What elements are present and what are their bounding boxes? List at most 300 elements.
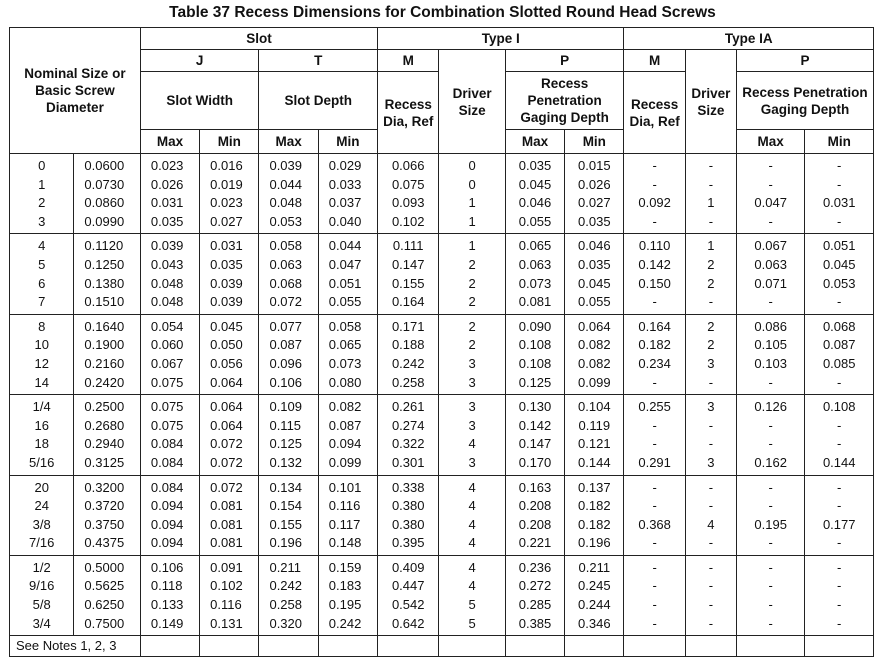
table-cell: 0.077 xyxy=(269,318,303,334)
table-cell: - xyxy=(768,559,773,575)
table-cell: 0.116 xyxy=(210,597,242,613)
slot-width-max-values xyxy=(140,154,199,234)
table-cell: 0.155 xyxy=(391,275,425,291)
table-cell: 4 xyxy=(468,578,476,594)
table-cell: 0.023 xyxy=(210,195,243,211)
table-cell: 0.082 xyxy=(578,337,611,353)
table-cell: 8 xyxy=(38,318,46,334)
table-cell: 0.048 xyxy=(150,294,184,310)
notes-reference: See Notes 1, 2, 3 xyxy=(10,636,141,657)
table-cell: 0.320 xyxy=(269,615,303,631)
table-cell: 0.068 xyxy=(822,318,856,334)
table-cell: 0.082 xyxy=(328,399,362,415)
table-cell: - xyxy=(708,158,714,173)
empty-cell xyxy=(685,636,736,657)
table-cell: 0.242 xyxy=(328,615,362,631)
table-cell: 0.071 xyxy=(754,275,787,291)
recess-dia-header-type-ia: Recess Dia, Ref xyxy=(624,72,685,154)
table-cell: 0.064 xyxy=(578,318,611,334)
table-cell: 2 xyxy=(707,337,715,353)
table-cell: 0.2940 xyxy=(84,436,125,452)
table-cell: 0.047 xyxy=(328,256,362,272)
slot-depth-max-values xyxy=(259,475,318,555)
table-cell: 0.385 xyxy=(518,615,552,631)
table-cell: 0.144 xyxy=(578,454,611,470)
table-cell: - xyxy=(837,294,842,310)
table-cell: 0.066 xyxy=(391,158,425,173)
table-cell: 5 xyxy=(468,597,476,613)
table-cell: 0.147 xyxy=(391,256,425,272)
recess-dia-values-type-ia xyxy=(624,154,685,234)
table-cell: - xyxy=(652,479,657,495)
table-row-group xyxy=(10,555,874,635)
table-cell: 0.380 xyxy=(391,516,425,532)
table-cell: 0.338 xyxy=(391,479,425,495)
basic-diameter-values xyxy=(74,555,140,635)
recess-penetration-header-type-i: Recess Penetration Gaging Depth xyxy=(505,72,624,130)
table-cell: 0.106 xyxy=(150,559,184,575)
table-cell: 0.085 xyxy=(822,355,856,371)
table-cell: 0.026 xyxy=(578,176,611,192)
slot-width-min-values xyxy=(200,475,259,555)
penetration-max-values-type-i xyxy=(505,314,564,394)
slot-depth-min-values xyxy=(318,234,377,314)
type-i-header: Type I xyxy=(378,28,624,50)
basic-diameter-values xyxy=(74,154,140,234)
table-cell: 0.026 xyxy=(150,176,184,192)
driver-size-values-type-ia xyxy=(685,475,736,555)
table-cell: - xyxy=(708,597,714,613)
table-cell: - xyxy=(837,479,842,495)
table-cell: 4 xyxy=(468,535,476,551)
table-cell: 0.258 xyxy=(269,597,303,613)
slot-width-header: Slot Width xyxy=(140,72,259,130)
table-cell: 0.149 xyxy=(150,615,184,631)
table-cell: 0.195 xyxy=(754,516,787,532)
table-cell: 0.103 xyxy=(754,355,787,371)
table-cell: 0.155 xyxy=(269,516,303,532)
slot-width-min-values xyxy=(200,395,259,475)
penetration-min-values-type-ia xyxy=(805,154,874,234)
table-cell: 0.065 xyxy=(518,238,552,254)
table-cell: 0.048 xyxy=(150,275,184,291)
table-cell: 0.3750 xyxy=(84,516,125,532)
table-cell: 2 xyxy=(468,318,476,334)
table-cell: 0.039 xyxy=(150,238,184,254)
recess-dia-header-type-i: Recess Dia, Ref xyxy=(378,72,439,154)
table-cell: 0.035 xyxy=(578,256,611,272)
table-cell: 0.1380 xyxy=(84,275,125,291)
table-cell: 0.447 xyxy=(391,578,425,594)
size-values xyxy=(10,555,74,635)
table-cell: 0.087 xyxy=(328,417,362,433)
table-cell: - xyxy=(652,436,657,452)
table-cell: 0.159 xyxy=(328,559,362,575)
table-cell: 0.053 xyxy=(269,213,303,229)
slot-width-max-values xyxy=(140,475,199,555)
table-cell: 0.044 xyxy=(269,176,303,192)
table-cell: 0.081 xyxy=(210,498,243,514)
table-cell: 4 xyxy=(468,498,476,514)
table-cell: 0.023 xyxy=(150,158,184,173)
penetration-min-values-type-ia xyxy=(805,475,874,555)
table-cell: 0.072 xyxy=(210,436,243,452)
table-cell: 0.208 xyxy=(518,516,552,532)
table-cell: - xyxy=(708,578,714,594)
table-cell: 0.035 xyxy=(210,256,243,272)
table-cell: 4 xyxy=(468,436,476,452)
table-cell: 0.067 xyxy=(150,355,184,371)
table-cell: 0.084 xyxy=(150,436,184,452)
table-cell: 0.027 xyxy=(578,195,611,211)
table-cell: 0.195 xyxy=(328,597,362,613)
penetration-max-values-type-ia xyxy=(736,395,805,475)
table-cell: 0.060 xyxy=(150,337,184,353)
table-cell: 0.5000 xyxy=(84,559,125,575)
table-cell: 0.102 xyxy=(210,578,243,594)
table-cell: 0.063 xyxy=(518,256,552,272)
table-cell: 0.188 xyxy=(391,337,425,353)
table-cell: 0.043 xyxy=(150,256,184,272)
table-cell: 12 xyxy=(34,355,49,371)
table-cell: 0.2500 xyxy=(84,399,125,415)
table-cell: 0.108 xyxy=(518,355,552,371)
table-cell: 0.116 xyxy=(328,498,361,514)
table-cell: - xyxy=(708,294,714,310)
table-cell: 0.131 xyxy=(210,615,243,631)
table-cell: 4 xyxy=(468,516,476,532)
penetration-min-values-type-i xyxy=(565,314,624,394)
table-cell: 3 xyxy=(707,399,715,415)
table-cell: 2 xyxy=(707,318,715,334)
penetration-max-values-type-ia xyxy=(736,234,805,314)
table-cell: 0.119 xyxy=(578,417,611,433)
table-cell: 0.037 xyxy=(328,195,362,211)
slot-width-max-header: Max xyxy=(140,130,199,154)
table-cell: 0.395 xyxy=(391,535,425,551)
table-cell: 0.035 xyxy=(150,213,184,229)
table-cell: 3 xyxy=(468,454,476,470)
table-cell: 1/4 xyxy=(32,399,51,415)
table-cell: 0.3125 xyxy=(84,454,125,470)
slot-width-max-values xyxy=(140,314,199,394)
table-cell: 0.058 xyxy=(328,318,362,334)
table-cell: 0.1510 xyxy=(84,294,125,310)
table-cell: 5/16 xyxy=(29,454,55,470)
table-cell: 4 xyxy=(707,516,715,532)
driver-size-values-type-i xyxy=(439,555,505,635)
penetration-min-values-type-ia xyxy=(805,234,874,314)
table-cell: 0.029 xyxy=(328,158,362,173)
slot-depth-min-values xyxy=(318,475,377,555)
table-cell: 0.019 xyxy=(210,176,243,192)
table-cell: 0.051 xyxy=(328,275,362,291)
table-cell: - xyxy=(652,417,657,433)
table-cell: 5 xyxy=(468,615,476,631)
table-cell: - xyxy=(708,417,714,433)
table-cell: 0.346 xyxy=(578,615,611,631)
table-cell: 0.075 xyxy=(150,399,184,415)
table-cell: 0.044 xyxy=(328,238,362,254)
table-cell: - xyxy=(708,374,714,390)
driver-size-values-type-i xyxy=(439,475,505,555)
recess-dimensions-table xyxy=(9,27,874,657)
table-cell: 0 xyxy=(468,176,476,192)
table-cell: 0.170 xyxy=(518,454,552,470)
table-cell: 0.126 xyxy=(754,399,787,415)
empty-cell xyxy=(140,636,199,657)
table-cell: 1/2 xyxy=(32,559,51,575)
slot-width-min-header: Min xyxy=(200,130,259,154)
table-cell: 0.099 xyxy=(328,454,362,470)
table-cell: 0.130 xyxy=(518,399,552,415)
table-cell: 0.368 xyxy=(638,516,671,532)
table-cell: 5 xyxy=(38,256,46,272)
table-cell: 3 xyxy=(707,454,715,470)
m-header-type-ia: M xyxy=(624,50,685,72)
table-cell: - xyxy=(708,479,714,495)
table-cell: - xyxy=(708,559,714,575)
penetration-max-values-type-i xyxy=(505,555,564,635)
table-cell: 3 xyxy=(38,213,46,229)
table-cell: 0.642 xyxy=(391,615,425,631)
table-cell: 0.125 xyxy=(518,374,552,390)
table-cell: 0.039 xyxy=(210,275,243,291)
size-values xyxy=(10,475,74,555)
recess-dia-values-type-ia xyxy=(624,234,685,314)
penetration-min-values-type-i xyxy=(565,555,624,635)
table-cell: 0.301 xyxy=(391,454,425,470)
table-cell: - xyxy=(652,615,657,631)
table-cell: 5/8 xyxy=(32,597,51,613)
table-cell: - xyxy=(708,436,714,452)
table-cell: 20 xyxy=(34,479,49,495)
table-cell: 3 xyxy=(468,417,476,433)
table-cell: 0.182 xyxy=(578,516,611,532)
table-cell: - xyxy=(708,213,714,229)
slot-depth-min-values xyxy=(318,154,377,234)
table-cell: 0.177 xyxy=(822,516,856,532)
table-cell: - xyxy=(837,578,842,594)
table-cell: 0.1640 xyxy=(84,318,125,334)
table-cell: 0.096 xyxy=(269,355,303,371)
table-cell: 1 xyxy=(38,176,46,192)
p-header-type-i: P xyxy=(505,50,624,72)
table-cell: 2 xyxy=(468,256,476,272)
slot-width-max-values xyxy=(140,555,199,635)
slot-depth-min-values xyxy=(318,395,377,475)
table-cell: 0.121 xyxy=(578,436,611,452)
table-cell: 0.058 xyxy=(269,238,303,254)
table-cell: 0.4375 xyxy=(84,535,125,551)
table-cell: - xyxy=(837,158,842,173)
table-cell: 1 xyxy=(707,195,715,211)
table-cell: 0.048 xyxy=(269,195,303,211)
table-cell: 0.082 xyxy=(578,355,611,371)
table-cell: 0.067 xyxy=(754,238,787,254)
table-cell: 0.242 xyxy=(391,355,425,371)
table-cell: - xyxy=(768,374,773,390)
driver-size-values-type-i xyxy=(439,154,505,234)
table-cell: 0.084 xyxy=(150,479,184,495)
table-cell: 0.162 xyxy=(754,454,787,470)
table-cell: 0.0990 xyxy=(84,213,125,229)
penetration-min-header-type-i: Min xyxy=(565,130,624,154)
table-cell: 1 xyxy=(468,213,476,229)
table-cell: 0.3200 xyxy=(84,479,125,495)
table-cell: 0.045 xyxy=(578,275,611,291)
table-cell: 0.104 xyxy=(578,399,611,415)
table-cell: 0.291 xyxy=(638,454,671,470)
table-cell: 0.132 xyxy=(269,454,303,470)
type-ia-header: Type IA xyxy=(624,28,874,50)
table-cell: - xyxy=(837,498,842,514)
table-cell: 0.272 xyxy=(518,578,552,594)
table-cell: 0.0730 xyxy=(84,176,125,192)
empty-cell xyxy=(439,636,505,657)
table-cell: 24 xyxy=(34,498,49,514)
slot-depth-min-values xyxy=(318,314,377,394)
empty-cell xyxy=(259,636,318,657)
table-cell: 0.093 xyxy=(391,195,425,211)
driver-size-values-type-ia xyxy=(685,154,736,234)
table-cell: 0 xyxy=(468,158,476,173)
driver-size-values-type-i xyxy=(439,314,505,394)
table-cell: 0.196 xyxy=(269,535,303,551)
size-values xyxy=(10,234,74,314)
slot-depth-max-header: Max xyxy=(259,130,318,154)
table-cell: 0.182 xyxy=(578,498,611,514)
penetration-max-values-type-ia xyxy=(736,154,805,234)
table-cell: - xyxy=(708,615,714,631)
j-header: J xyxy=(140,50,259,72)
table-cell: - xyxy=(837,417,842,433)
table-cell: - xyxy=(652,597,657,613)
table-cell: 0.171 xyxy=(391,318,425,334)
table-cell: 3 xyxy=(468,399,476,415)
penetration-min-values-type-ia xyxy=(805,395,874,475)
table-cell: - xyxy=(768,535,773,551)
table-cell: - xyxy=(768,578,773,594)
penetration-max-header-type-i: Max xyxy=(505,130,564,154)
table-cell: 0.064 xyxy=(210,417,243,433)
penetration-max-values-type-i xyxy=(505,395,564,475)
table-cell: 0.046 xyxy=(518,195,552,211)
table-cell: 0.094 xyxy=(150,535,184,551)
penetration-max-values-type-ia xyxy=(736,314,805,394)
table-cell: 2 xyxy=(38,195,46,211)
table-cell: 0.039 xyxy=(269,158,303,173)
driver-size-values-type-i xyxy=(439,395,505,475)
table-cell: 0.068 xyxy=(269,275,303,291)
penetration-max-values-type-i xyxy=(505,475,564,555)
table-cell: - xyxy=(652,213,657,229)
table-cell: 4 xyxy=(468,559,476,575)
table-cell: 0.055 xyxy=(328,294,362,310)
penetration-max-header-type-ia: Max xyxy=(736,130,805,154)
table-cell: 0.164 xyxy=(638,318,671,334)
table-cell: 0.150 xyxy=(638,275,671,291)
table-cell: - xyxy=(652,294,657,310)
table-cell: 0.033 xyxy=(328,176,362,192)
table-cell: 0.542 xyxy=(391,597,425,613)
table-cell: 0.154 xyxy=(269,498,303,514)
driver-size-header-type-i: Driver Size xyxy=(439,50,505,154)
penetration-min-values-type-i xyxy=(565,154,624,234)
table-cell: 2 xyxy=(707,256,715,272)
table-cell: 0.409 xyxy=(391,559,425,575)
table-cell: 0.322 xyxy=(391,436,425,452)
size-values xyxy=(10,314,74,394)
empty-cell xyxy=(505,636,564,657)
table-cell: 0.080 xyxy=(328,374,362,390)
empty-cell xyxy=(624,636,685,657)
table-cell: - xyxy=(837,559,842,575)
table-cell: - xyxy=(652,535,657,551)
table-cell: 0.106 xyxy=(269,374,303,390)
table-cell: 3/8 xyxy=(32,516,51,532)
table-cell: 0.109 xyxy=(269,399,303,415)
table-cell: - xyxy=(768,479,773,495)
table-cell: 0.099 xyxy=(578,374,611,390)
table-cell: - xyxy=(837,615,842,631)
table-cell: - xyxy=(837,535,842,551)
empty-cell xyxy=(200,636,259,657)
table-row-group xyxy=(10,154,874,234)
driver-size-values-type-ia xyxy=(685,314,736,394)
table-cell: 0.164 xyxy=(391,294,425,310)
table-cell: 0.027 xyxy=(210,213,243,229)
table-cell: 0.1120 xyxy=(84,238,124,254)
driver-size-values-type-i xyxy=(439,234,505,314)
table-cell: 3 xyxy=(707,355,715,371)
table-cell: 3 xyxy=(468,374,476,390)
table-cell: - xyxy=(768,294,773,310)
table-cell: 0.142 xyxy=(638,256,671,272)
table-cell: 0.040 xyxy=(328,213,362,229)
table-cell: 0.208 xyxy=(518,498,552,514)
recess-dia-values-type-i xyxy=(378,154,439,234)
table-cell: 0.035 xyxy=(578,213,611,229)
table-cell: 0.2160 xyxy=(84,355,125,371)
penetration-max-values-type-ia xyxy=(736,475,805,555)
table-cell: 0.211 xyxy=(578,559,611,575)
table-cell: - xyxy=(652,158,657,173)
table-cell: 0.285 xyxy=(518,597,552,613)
table-cell: 0.1900 xyxy=(84,337,125,353)
table-cell: 0.5625 xyxy=(84,578,125,594)
table-cell: 0.035 xyxy=(518,158,552,173)
table-cell: 0.039 xyxy=(210,294,243,310)
slot-header: Slot xyxy=(140,28,377,50)
table-cell: - xyxy=(652,374,657,390)
table-cell: 0.094 xyxy=(150,498,184,514)
table-cell: 0.086 xyxy=(754,318,787,334)
table-cell: 0.0860 xyxy=(84,195,125,211)
table-cell: 6 xyxy=(38,275,46,291)
penetration-min-values-type-i xyxy=(565,234,624,314)
p-header-type-ia: P xyxy=(736,50,873,72)
slot-depth-max-values xyxy=(259,314,318,394)
slot-width-max-values xyxy=(140,395,199,475)
penetration-max-values-type-i xyxy=(505,234,564,314)
slot-width-min-values xyxy=(200,314,259,394)
recess-dia-values-type-i xyxy=(378,234,439,314)
table-cell: 0.045 xyxy=(210,318,243,334)
table-cell: 0.144 xyxy=(822,454,856,470)
table-cell: 0.075 xyxy=(150,417,184,433)
recess-dia-values-type-ia xyxy=(624,475,685,555)
